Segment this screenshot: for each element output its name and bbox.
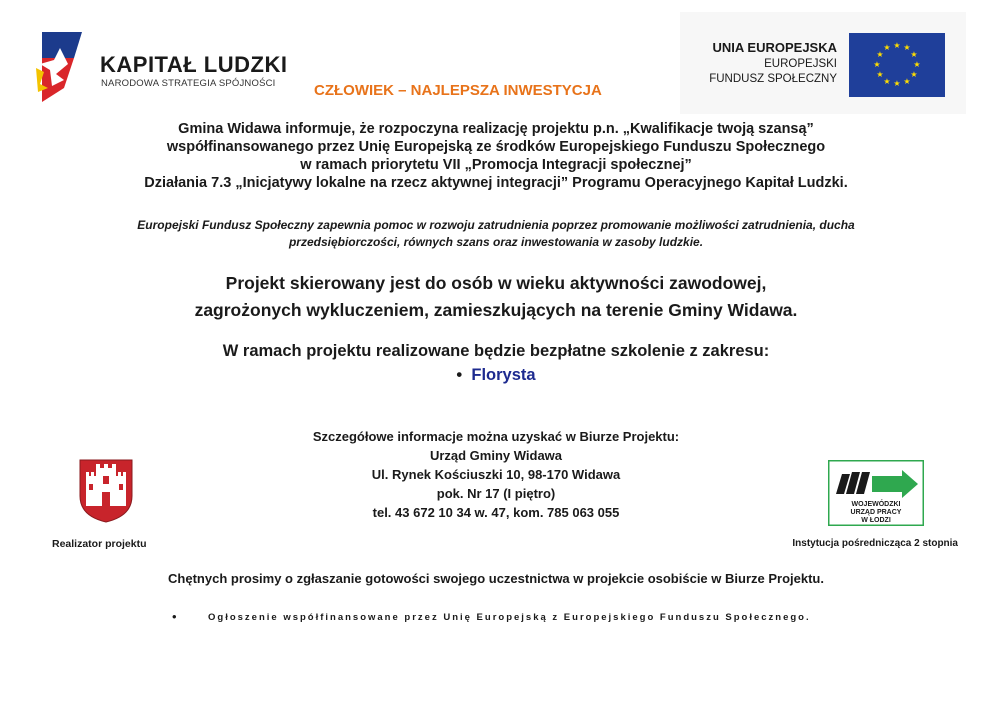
eu-fund-line1: EUROPEJSKI	[764, 58, 837, 70]
svg-text:★: ★	[883, 43, 891, 52]
contact-line: Urząd Gminy Widawa	[429, 448, 563, 463]
svg-text:★: ★	[893, 79, 901, 88]
eu-fund-line2: FUNDUSZ SPOŁECZNY	[709, 73, 837, 85]
target-line: Projekt skierowany jest do osób w wieku aktywności zawodowej,	[225, 273, 767, 293]
widawa-crest-icon	[78, 458, 134, 524]
program-title: KAPITAŁ LUDZKI	[100, 52, 288, 77]
svg-text:★: ★	[913, 60, 921, 69]
wup-line-3: W ŁODZI	[861, 517, 891, 524]
wup-line-1: WOJEWÓDZKI	[851, 501, 901, 508]
intro-line: w ramach priorytetu VII „Promocja Integracji społecznej”	[300, 157, 692, 173]
svg-text:★: ★	[893, 41, 901, 50]
slogan: CZŁOWIEK – NAJLEPSZA INWESTYCJA	[314, 82, 602, 99]
svg-text:★: ★	[903, 43, 911, 52]
target-line: zagrożonych wykluczeniem, zamieszkujących na terenie Gminy Widawa.	[194, 300, 798, 320]
bullet-icon: •	[456, 366, 472, 384]
program-subtitle: NARODOWA STRATEGIA SPÓJNOŚCI	[101, 78, 276, 89]
invitation-text: Chętnych prosimy o zgłaszanie gotowości swojego uczestnictwa w projekcie osobiście w Biurze Projektu.	[168, 571, 824, 586]
intro-line: Gmina Widawa informuje, że rozpoczyna realizację projektu p.n. „Kwalifikacje twoją szansą”	[178, 121, 814, 137]
svg-text:★: ★	[903, 77, 911, 86]
efs-statement	[0, 217, 992, 251]
intro-text	[0, 120, 992, 192]
eu-flag-icon	[849, 33, 945, 97]
course-list-item	[0, 366, 992, 385]
contact-line: tel. 43 672 10 34 w. 47, kom. 785 063 055	[372, 505, 620, 520]
contact-line: pok. Nr 17 (I piętro)	[436, 486, 556, 501]
svg-text:★: ★	[910, 70, 918, 79]
svg-text:★: ★	[910, 50, 918, 59]
course-name: Florysta	[471, 366, 536, 384]
svg-text:★: ★	[883, 77, 891, 86]
intro-line: Działania 7.3 „Inicjatywy lokalne na rzecz aktywnej integracji” Programu Operacyjnego Kapitał Ludzki.	[144, 175, 848, 191]
project-implementer-label: Realizator projektu	[52, 538, 147, 550]
intro-line: współfinansowanego przez Unię Europejską ze środków Europejskiego Funduszu Społecznego	[166, 139, 826, 155]
wup-lodz-logo	[828, 460, 924, 526]
efs-line: Europejski Fundusz Społeczny zapewnia pomoc w rozwoju zatrudnienia poprzez promowanie możliwości zatrudnienia, ducha	[137, 218, 855, 232]
target-group	[0, 270, 992, 324]
contact-line: Szczegółowe informacje można uzyskać w Biurze Projektu:	[312, 429, 680, 444]
eu-title: UNIA EUROPEJSKA	[712, 40, 837, 55]
efs-line: przedsiębiorczości, równych szans oraz inwestowania w zasoby ludzkie.	[288, 235, 704, 249]
svg-text:★: ★	[873, 60, 881, 69]
cofinancing-footer: Ogłoszenie współfinansowane przez Unię Europejską z Europejskiego Funduszu Społecznego.	[208, 612, 811, 623]
svg-text:★: ★	[876, 50, 884, 59]
training-intro: W ramach projektu realizowane będzie bezpłatne szkolenie z zakresu:	[222, 342, 770, 360]
svg-text:★: ★	[876, 70, 884, 79]
intermediate-institution-label: Instytucja pośrednicząca 2 stopnia	[792, 538, 958, 549]
kapital-ludzki-logo	[34, 28, 96, 106]
contact-line: Ul. Rynek Kościuszki 10, 98-170 Widawa	[371, 467, 621, 482]
bullet-icon: •	[172, 609, 177, 624]
wup-line-2: URZĄD PRACY	[850, 509, 902, 516]
